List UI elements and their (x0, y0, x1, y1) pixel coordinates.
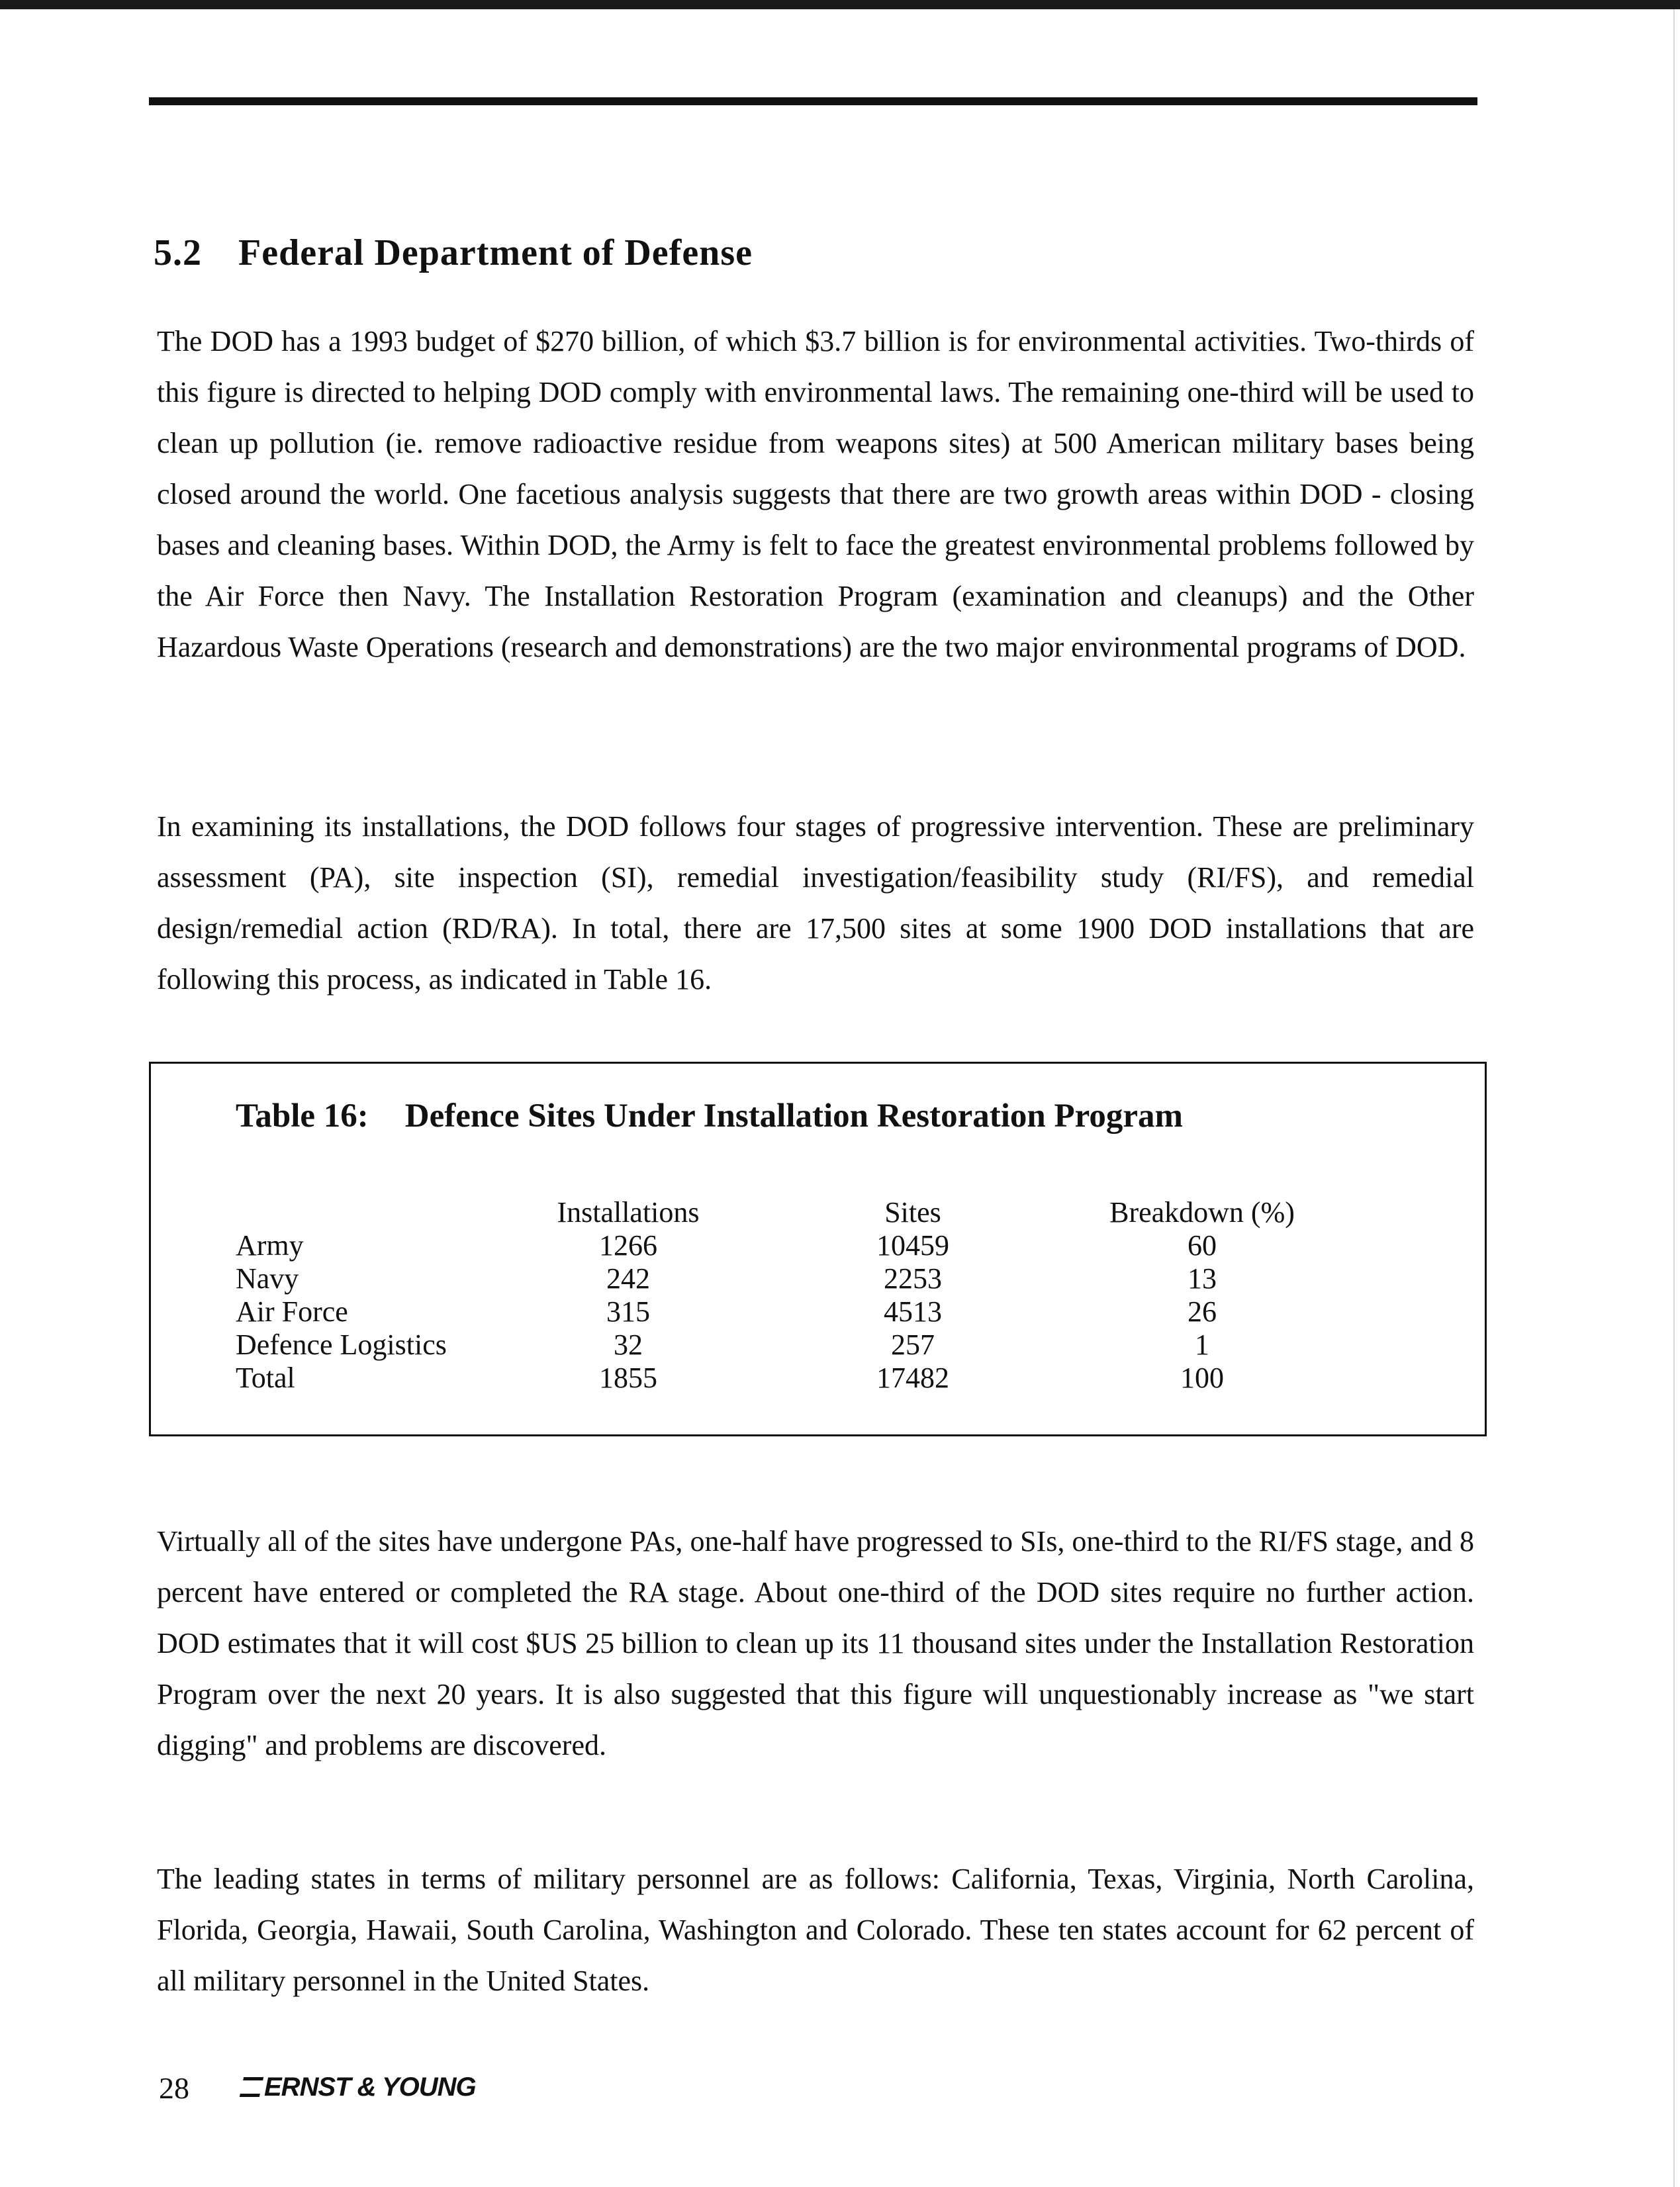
row-label: Defence Logistics (236, 1328, 447, 1361)
sites-value: 17482 (876, 1362, 949, 1394)
table-header-row (236, 1196, 1321, 1229)
row-label: Army (236, 1229, 304, 1262)
sites-value: 10459 (876, 1229, 949, 1262)
table-row-total (236, 1362, 1321, 1395)
scan-top-edge (0, 0, 1680, 9)
installations-value: 315 (606, 1295, 650, 1328)
sites-value: 2253 (884, 1262, 942, 1295)
breakdown-value: 100 (1180, 1362, 1224, 1394)
installations-value: 242 (606, 1262, 650, 1295)
breakdown-value: 1 (1195, 1328, 1209, 1361)
header-rule (149, 97, 1477, 105)
installations-value: 1266 (599, 1229, 657, 1262)
paragraph-progress: Virtually all of the sites have undergone PAs, one-half have progressed to SIs, one-third to the RI/FS stage, and 8 percent have entered or completed the RA stage. About one-third of the DOD sites require no further action. DOD estimates that it will cost $US 25 billion to clean up its 11 thousand sites under the Installation Restoration Program over the next 20 years. It is also suggested that this figure will unquestionably increase as "we start digging" and problems are discovered. (157, 1525, 1474, 1761)
installations-value: 32 (614, 1328, 643, 1361)
paragraph-stages: In examining its installations, the DOD follows four stages of progressive intervention. These are preliminary assessment (PA), site inspection (SI), remedial investigation/feasibility study (RI/FS), and remedial design/remedial action (RD/RA). In total, there are 17,500 sites at some 1900 DOD installations that are following this process, as indicated in Table 16. (157, 810, 1474, 996)
scan-right-edge (1673, 9, 1675, 2187)
ey-logo-mark-icon (240, 2077, 263, 2097)
header-sites: Sites (884, 1196, 941, 1229)
table-row (236, 1328, 1321, 1362)
row-label: Air Force (236, 1295, 348, 1328)
breakdown-value: 26 (1188, 1295, 1217, 1328)
header-installations: Installations (557, 1196, 700, 1229)
header-breakdown: Breakdown (%) (1109, 1196, 1295, 1229)
row-label: Navy (236, 1262, 299, 1295)
paragraph-states: The leading states in terms of military personnel are as follows: California, Texas, Virginia, North Carolina, Florida, Georgia, Hawaii, South Carolina, Washington and Colorado. These ten states account for 62 percent of all military personnel in the United States. (157, 1863, 1474, 1997)
table-row (236, 1229, 1321, 1262)
paragraph-budget: The DOD has a 1993 budget of $270 billion, of which $3.7 billion is for environmental activities. Two-thirds of this figure is directed to helping DOD comply with environmental laws. The remaining one-third will be used to clean up pollution (ie. remove radioactive residue from weapons sites) at 500 American military bases being closed around the world. One facetious analysis suggests that there are two growth areas within DOD - closing bases and cleaning bases. Within DOD, the Army is felt to face the greatest environmental problems followed by the Air Force then Navy. The Installation Restoration Program (examination and cleanups) and the Other Hazardous Waste Operations (research and demonstrations) are the two major environmental programs of DOD. (157, 325, 1474, 663)
section-number: 5.2 (154, 232, 202, 273)
breakdown-value: 13 (1188, 1262, 1217, 1295)
row-label: Total (236, 1362, 295, 1394)
table-label: Table 16: (236, 1097, 369, 1135)
logo-text: ERNST & YOUNG (264, 2072, 476, 2102)
table-row (236, 1262, 1321, 1295)
table-16-box (149, 1062, 1487, 1436)
breakdown-value: 60 (1188, 1229, 1217, 1262)
page-number: 28 (159, 2071, 189, 2105)
defence-sites-table (236, 1196, 1321, 1395)
table-caption: Defence Sites Under Installation Restoration Program (404, 1097, 1183, 1135)
sites-value: 4513 (884, 1295, 942, 1328)
header-blank (236, 1196, 514, 1229)
table-row (236, 1295, 1321, 1328)
sites-value: 257 (891, 1328, 935, 1361)
installations-value: 1855 (599, 1362, 657, 1394)
ernst-young-logo (242, 2072, 476, 2102)
section-title: Federal Department of Defense (238, 232, 753, 273)
section-heading (154, 232, 753, 274)
table-title (236, 1097, 1183, 1135)
